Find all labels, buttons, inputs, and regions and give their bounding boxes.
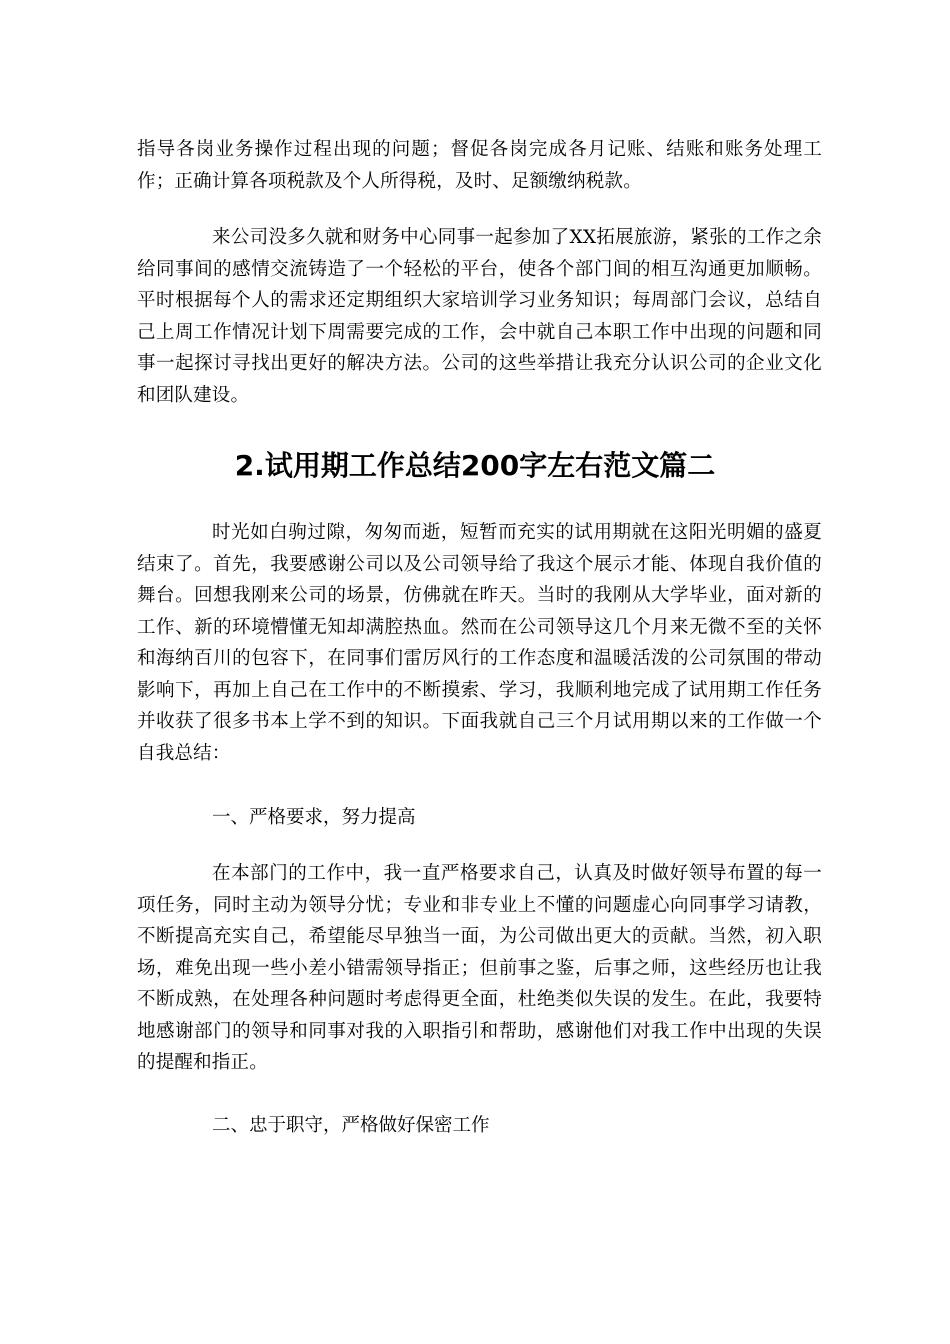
subheading-confidentiality: 二、忠于职守，严格做好保密工作 <box>212 1115 490 1136</box>
section-heading: 2.试用期工作总结200字左右范文篇二 <box>234 449 716 482</box>
paragraph-team-building: 来公司没多久就和财务中心同事一起参加了XX拓展旅游，紧张的工作之余给同事间的感情交流铸造了一个轻松的平台，使各个部门间的相互沟通更加顺畅。平时根据每个人的需求还定期组织大家培训学习业务知识；每周部门会议，总结自己上周工作情况计划下周需要完成的工作，会中就自己本职工作中出现的问题和同事一起探讨寻找出更好的解决方法。公司的这些举措让我充分认识公司的企业文化和团队建设。 <box>137 227 822 406</box>
subheading-strict-requirements: 一、严格要求，努力提高 <box>212 807 416 828</box>
paragraph-accounting-duties: 指导各岗业务操作过程出现的问题；督促各岗完成各月记账、结账和账务处理工作；正确计算各项税款及个人所得税，及时、足额缴纳税款。 <box>137 139 822 192</box>
paragraph-introduction: 时光如白驹过隙，匆匆而逝，短暂而充实的试用期就在这阳光明媚的盛夏结束了。首先，我要感谢公司以及公司领导给了我这个展示才能、体现自我价值的舞台。回想我刚来公司的场景，仿佛就在昨天。当时的我刚从大学毕业，面对新的工作、新的环境懵懂无知却满腔热血。然而在公司领导这几个月来无微不至的关怀和海纳百川的包容下，在同事们雷厉风行的工作态度和温暖活泼的公司氛围的带动影响下，再加上自己在工作中的不断摸索、学习，我顺利地完成了试用期工作任务并收获了很多书本上学不到的知识。下面我就自己三个月试用期以来的工作做一个自我总结： <box>137 522 822 764</box>
paragraph-strict-requirements: 在本部门的工作中，我一直严格要求自己，认真及时做好领导布置的每一项任务，同时主动为领导分忧；专业和非专业上不懂的问题虚心向同事学习请教，不断提高充实自己，希望能尽早独当一面，为公司做出更大的贡献。当然，初入职场，难免出现一些小差小错需领导指正；但前事之鉴，后事之师，这些经历也让我不断成熟，在处理各种问题时考虑得更全面，杜绝类似失误的发生。在此，我要特地感谢部门的领导和同事对我的入职指引和帮助，感谢他们对我工作中出现的失误的提醒和指正。 <box>137 863 822 1073</box>
